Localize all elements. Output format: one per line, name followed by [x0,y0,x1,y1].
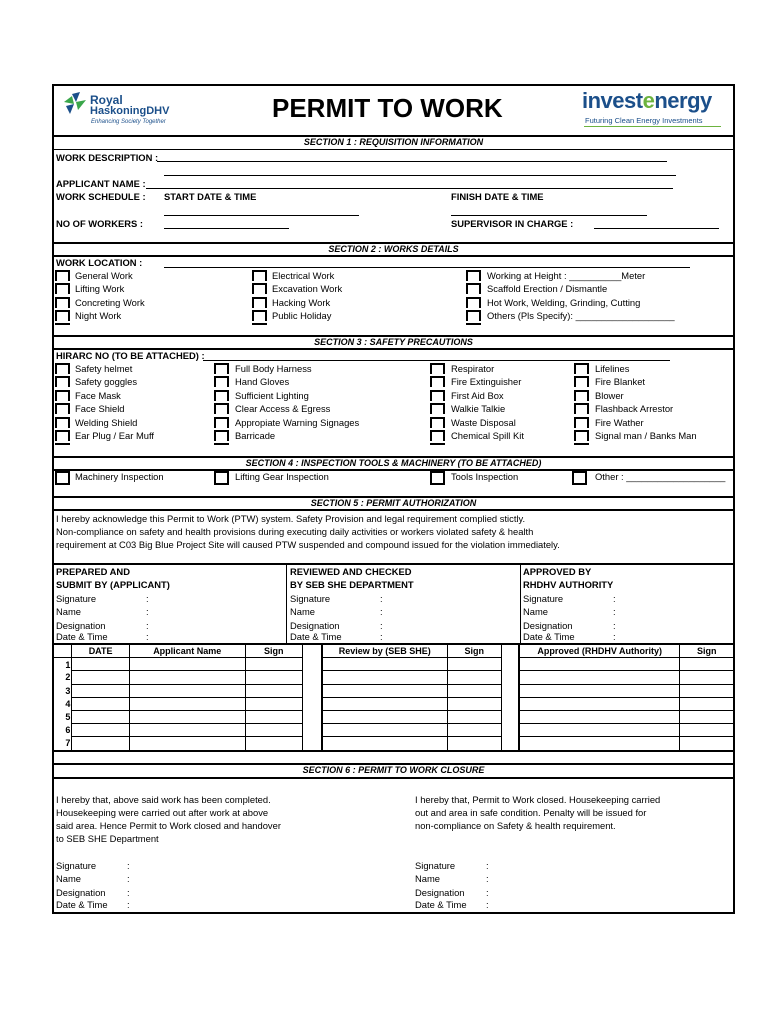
table-cell[interactable] [447,697,501,710]
table-row [53,710,303,723]
finish-date-line[interactable] [451,215,647,216]
table-cell[interactable] [72,684,129,697]
s2-col2-label-1: Electrical Work [272,270,335,281]
applicant-name-label: APPLICANT NAME : [56,178,146,189]
table-row [322,737,502,750]
s2-col3-checkbox-4[interactable] [466,310,481,321]
s2-col2-label-3: Hacking Work [272,297,331,308]
s3-col4-checkbox-1[interactable] [574,363,589,374]
logo-line1: Royal [90,93,123,107]
supervisor-line[interactable] [594,228,719,229]
closure-left-2: Housekeeping were carried out after work at above [56,807,269,818]
col-date: DATE [72,645,129,658]
col-sign-1: Sign [245,645,302,658]
s4-label-3: Tools Inspection [451,471,519,482]
auth-block-3-heading-1: APPROVED BY [523,566,592,577]
s3-col3-label-5: Waste Disposal [451,417,516,428]
table-cell[interactable] [129,658,245,671]
s4-checkbox-3[interactable] [430,471,445,485]
table-cell[interactable] [129,724,245,737]
table-cell[interactable] [322,724,447,737]
row-number: 7 [53,737,72,750]
closure-right-colon-3[interactable]: : [486,887,489,898]
s2-col1-checkbox-bottom [55,323,70,325]
section4-title: SECTION 4 : INSPECTION TOOLS & MACHINERY (TO BE ATTACHED) [245,458,542,468]
table-row [53,724,303,737]
work-location-label: WORK LOCATION : [56,257,143,268]
s3-col3-checkbox-5[interactable] [430,417,445,428]
s2-col3-checkbox-2[interactable] [466,283,481,294]
work-location-line[interactable] [164,267,690,268]
auth-block-1-heading-2: SUBMIT BY (APPLICANT) [56,579,170,590]
s4-label-4: Other : ___________________ [595,471,726,482]
s3-col4-label-2: Fire Blanket [595,376,646,387]
s3-col1-checkbox-5[interactable] [55,417,70,428]
table-cell[interactable] [72,671,129,684]
investenergy-logo [582,88,727,130]
table-cell[interactable] [245,671,302,684]
logo-mark-icon [60,90,92,116]
s3-col2-checkbox-1[interactable] [214,363,229,374]
table-cell[interactable] [680,658,734,671]
s2-col1-label-2: Lifting Work [75,283,125,294]
table-row [53,697,303,710]
s3-col3-checkbox-1[interactable] [430,363,445,374]
table-cell[interactable] [129,671,245,684]
section1-title: SECTION 1 : REQUISITION INFORMATION [303,137,484,147]
s3-col3-label-3: First Aid Box [451,390,504,401]
closure-left-field-1: Signature [56,860,97,871]
table-cell[interactable] [519,724,680,737]
auth-block-1-colon-1[interactable]: : [146,593,149,604]
auth-block-2-field-4: Date & Time [290,631,342,642]
row-number: 1 [53,658,72,671]
table-cell[interactable] [322,710,447,723]
closure-right-3: non-compliance on Safety & health requirement. [415,820,616,831]
closure-left-field-3: Designation [56,887,106,898]
row-number: 2 [53,671,72,684]
table-cell[interactable] [447,724,501,737]
table-cell[interactable] [129,737,245,750]
closure-left-4: to SEB SHE Department [56,833,159,844]
s4-checkbox-2[interactable] [214,471,229,485]
table-cell[interactable] [322,684,447,697]
table-cell[interactable] [447,684,501,697]
auth-block-1-colon-3[interactable]: : [146,620,149,631]
s3-col4-label-3: Blower [595,390,624,401]
logo-invest: invest [582,88,643,113]
table-cell[interactable] [447,658,501,671]
table-cell[interactable] [245,658,302,671]
closure-right-field-4: Date & Time [415,899,467,910]
table-row [53,737,303,750]
table-row [519,658,734,671]
table-cell[interactable] [680,724,734,737]
s3-col1-label-4: Face Shield [75,403,125,414]
section6-title: SECTION 6 : PERMIT TO WORK CLOSURE [302,765,485,775]
table-cell[interactable] [519,737,680,750]
closure-right-field-2: Name [415,873,441,884]
auth-block-1-heading-1: PREPARED AND [56,566,130,577]
auth-block-1-field-3: Designation [56,620,106,631]
start-date-label: START DATE & TIME [164,191,257,202]
s3-col1-label-1: Safety helmet [75,363,133,374]
ack-line-2: Non-compliance on safety and health provisions during executing daily activities or workers violated safety & health [56,526,534,537]
s2-col3-checkbox-1[interactable] [466,270,481,281]
table-cell[interactable] [322,697,447,710]
s2-col1-label-4: Night Work [75,310,122,321]
s2-col2-checkbox-4[interactable] [252,310,267,321]
s2-col3-checkbox-bottom [466,323,481,325]
s3-col4-label-5: Fire Wather [595,417,644,428]
logo-line2: HaskoningDHV [90,105,170,117]
start-date-line[interactable] [164,215,359,216]
finish-date-label: FINISH DATE & TIME [451,191,544,202]
s3-col2-checkbox-2[interactable] [214,376,229,387]
hirarc-line[interactable] [203,360,670,361]
table-cell[interactable] [519,658,680,671]
table-cell[interactable] [245,697,302,710]
s4-label-1: Machinery Inspection [75,471,164,482]
s3-col1-label-5: Welding Shield [75,417,138,428]
s3-col1-checkbox-bottom [55,443,70,445]
s2-col1-checkbox-3[interactable] [55,297,70,308]
auth-block-2-field-1: Signature [290,593,331,604]
auth-block-1-field-4: Date & Time [56,631,108,642]
s3-col2-checkbox-6[interactable] [214,430,229,441]
s3-col3-checkbox-3[interactable] [430,390,445,401]
closure-right-colon-2[interactable]: : [486,873,489,884]
s2-col3-checkbox-3[interactable] [466,297,481,308]
s4-checkbox-1[interactable] [55,471,70,485]
s3-col3-checkbox-4[interactable] [430,403,445,414]
table-cell[interactable] [680,737,734,750]
s2-col1-label-3: Concreting Work [75,297,145,308]
s3-col2-checkbox-bottom [214,443,229,445]
s2-col2-label-4: Public Holiday [272,310,332,321]
table-cell[interactable] [72,658,129,671]
s3-col2-checkbox-3[interactable] [214,390,229,401]
table-cell[interactable] [680,684,734,697]
table-cell[interactable] [72,737,129,750]
auth-block-3-colon-4[interactable]: : [613,631,616,642]
table-row [519,684,734,697]
closure-right-field-1: Signature [415,860,456,871]
page-title: PERMIT TO WORK [272,93,503,123]
logo-tagline-right: Futuring Clean Energy Investments [585,116,703,125]
s3-col4-label-6: Signal man / Banks Man [595,430,697,441]
s3-col2-label-2: Hand Gloves [235,376,290,387]
closure-left-colon-4[interactable]: : [127,899,130,910]
auth-block-2-colon-2[interactable]: : [380,606,383,617]
s3-col1-checkbox-2[interactable] [55,376,70,387]
row-number: 3 [53,684,72,697]
closure-right-field-3: Designation [415,887,465,898]
row-number: 4 [53,697,72,710]
s3-col4-label-4: Flashback Arrestor [595,403,674,414]
supervisor-label: SUPERVISOR IN CHARGE : [451,218,574,229]
table-row [519,724,734,737]
col-sign-3: Sign [680,645,734,658]
auth-block-3-colon-2[interactable]: : [613,606,616,617]
table-cell[interactable] [129,684,245,697]
table-cell[interactable] [447,710,501,723]
col-review: Review by (SEB SHE) [322,645,447,658]
approval-table-right [518,644,734,751]
table-cell[interactable] [680,697,734,710]
workers-line[interactable] [164,228,289,229]
table-row [322,697,502,710]
closure-right-colon-4[interactable]: : [486,899,489,910]
auth-block-3-field-1: Signature [523,593,564,604]
table-cell[interactable] [519,697,680,710]
table-cell[interactable] [129,710,245,723]
closure-right-colon-1[interactable]: : [486,860,489,871]
s3-col4-checkbox-2[interactable] [574,376,589,387]
s3-col4-checkbox-4[interactable] [574,403,589,414]
s3-col3-label-4: Walkie Talkie [451,403,506,414]
auth-block-1-field-1: Signature [56,593,97,604]
s3-col4-checkbox-bottom [574,443,589,445]
auth-block-1-colon-2[interactable]: : [146,606,149,617]
closure-left-colon-1[interactable]: : [127,860,130,871]
ack-line-3: requirement at C03 Big Blue Project Site will caused PTW suspended and compound issued for the violation immediately. [56,539,560,550]
auth-block-2-heading-1: REVIEWED AND CHECKED [290,566,412,577]
table-cell[interactable] [72,724,129,737]
s3-col2-label-3: Sufficient Lighting [235,390,309,401]
col-approved: Approved (RHDHV Authority) [519,645,680,658]
row-number: 5 [53,710,72,723]
closure-left-colon-2[interactable]: : [127,873,130,884]
s3-col3-checkbox-2[interactable] [430,376,445,387]
auth-block-2-colon-1[interactable]: : [380,593,383,604]
s2-col1-checkbox-2[interactable] [55,283,70,294]
s3-col3-label-6: Chemical Spill Kit [451,430,524,441]
table-row [322,684,502,697]
table-cell[interactable] [519,671,680,684]
work-schedule-label: WORK SCHEDULE : [56,191,146,202]
logo-tagline: Enhancing Society Together [91,119,166,125]
table-row [53,658,303,671]
s3-col1-checkbox-3[interactable] [55,390,70,401]
s3-col2-label-5: Appropiate Warning Signages [235,417,360,428]
table-cell[interactable] [245,684,302,697]
table-row [519,697,734,710]
table-row [53,671,303,684]
auth-block-3-heading-2: RHDHV AUTHORITY [523,579,614,590]
workers-label: NO OF WORKERS : [56,218,143,229]
closure-left-1: I hereby that, above said work has been completed. [56,794,271,805]
table-cell[interactable] [680,710,734,723]
table-cell[interactable] [680,671,734,684]
table-row [322,658,502,671]
s3-col3-label-2: Fire Extinguisher [451,376,522,387]
s3-col1-checkbox-1[interactable] [55,363,70,374]
closure-right-1: I hereby that, Permit to Work closed. Housekeeping carried [415,794,661,805]
table-cell[interactable] [129,697,245,710]
s4-checkbox-4[interactable] [572,471,587,485]
closure-left-colon-3[interactable]: : [127,887,130,898]
s2-col2-checkbox-2[interactable] [252,283,267,294]
s3-col3-checkbox-bottom [430,443,445,445]
s3-col3-label-1: Respirator [451,363,495,374]
s3-col3-checkbox-6[interactable] [430,430,445,441]
work-description-label: WORK DESCRIPTION : [56,152,159,163]
s3-col2-checkbox-4[interactable] [214,403,229,414]
table-cell[interactable] [519,684,680,697]
table-cell[interactable] [322,671,447,684]
work-description-line[interactable] [157,161,667,162]
s2-col2-checkbox-3[interactable] [252,297,267,308]
table-row [519,710,734,723]
work-description-line-2[interactable] [164,175,676,176]
s3-col1-label-2: Safety goggles [75,376,138,387]
s2-col3-label-1: Working at Height : __________Meter [487,270,646,281]
royal-haskoning-logo [60,90,180,132]
s3-col2-label-4: Clear Access & Egress [235,403,331,414]
s2-col2-checkbox-bottom [252,323,267,325]
table-cell[interactable] [447,671,501,684]
s2-col3-label-4: Others (Pls Specify): ___________________ [487,310,675,321]
closure-left-3: said area. Hence Permit to Work closed and handover [56,820,281,831]
auth-block-3-field-4: Date & Time [523,631,575,642]
hirarc-label: HIRARC NO (TO BE ATTACHED) : [56,350,205,361]
s3-col2-checkbox-5[interactable] [214,417,229,428]
closure-right-2: out and area in safe condition. Penalty will be issued for [415,807,647,818]
table-row [322,724,502,737]
table-row [519,737,734,750]
s2-col3-label-3: Hot Work, Welding, Grinding, Cutting [487,297,641,308]
s3-col1-checkbox-4[interactable] [55,403,70,414]
s2-col2-label-2: Excavation Work [272,283,343,294]
auth-block-1-field-2: Name [56,606,82,617]
section3-title: SECTION 3 : SAFETY PRECAUTIONS [314,337,473,347]
auth-block-3-field-3: Designation [523,620,573,631]
s3-col4-label-1: Lifelines [595,363,630,374]
auth-block-2-colon-4[interactable]: : [380,631,383,642]
approval-table-left [53,644,303,751]
s3-col2-label-6: Barricade [235,430,276,441]
table-cell[interactable] [245,710,302,723]
table-row [322,671,502,684]
logo-nergy: nergy [654,88,712,113]
s2-col1-checkbox-4[interactable] [55,310,70,321]
table-cell[interactable] [72,697,129,710]
s3-col1-checkbox-6[interactable] [55,430,70,441]
auth-block-1-colon-4[interactable]: : [146,631,149,642]
table-cell[interactable] [245,724,302,737]
row-number: 6 [53,724,72,737]
closure-left-field-4: Date & Time [56,899,108,910]
s2-col3-label-2: Scaffold Erection / Dismantle [487,283,608,294]
table-cell[interactable] [72,710,129,723]
table-cell[interactable] [322,658,447,671]
auth-block-2-field-3: Designation [290,620,340,631]
auth-block-2-colon-3[interactable]: : [380,620,383,631]
s2-col2-checkbox-1[interactable] [252,270,267,281]
col-applicant-name: Applicant Name [129,645,245,658]
table-cell[interactable] [519,710,680,723]
table-row [519,671,734,684]
auth-block-2-field-2: Name [290,606,316,617]
closure-left-field-2: Name [56,873,82,884]
s3-col1-label-6: Ear Plug / Ear Muff [75,430,155,441]
section2-title: SECTION 2 : WORKS DETAILS [328,244,459,254]
table-row [53,684,303,697]
table-cell[interactable] [322,737,447,750]
table-cell[interactable] [447,737,501,750]
auth-block-3-colon-1[interactable]: : [613,593,616,604]
table-cell[interactable] [245,737,302,750]
ack-line-1: I hereby acknowledge this Permit to Work (PTW) system. Safety Provision and legal requirement complied stictly. [56,513,526,524]
s3-col1-label-3: Face Mask [75,390,121,401]
auth-block-2-heading-2: BY SEB SHE DEPARTMENT [290,579,414,590]
s3-col4-checkbox-3[interactable] [574,390,589,401]
applicant-name-line[interactable] [146,188,673,189]
auth-block-3-field-2: Name [523,606,549,617]
auth-block-3-colon-3[interactable]: : [613,620,616,631]
s3-col4-checkbox-5[interactable] [574,417,589,428]
section5-title: SECTION 5 : PERMIT AUTHORIZATION [310,498,477,508]
s4-label-2: Lifting Gear Inspection [235,471,329,482]
table-row [322,710,502,723]
approval-table-mid [321,644,502,751]
col-sign-2: Sign [447,645,501,658]
s3-col4-checkbox-6[interactable] [574,430,589,441]
s3-col2-label-1: Full Body Harness [235,363,312,374]
s2-col1-checkbox-1[interactable] [55,270,70,281]
s2-col1-label-1: General Work [75,270,133,281]
logo-e: e [642,88,655,113]
